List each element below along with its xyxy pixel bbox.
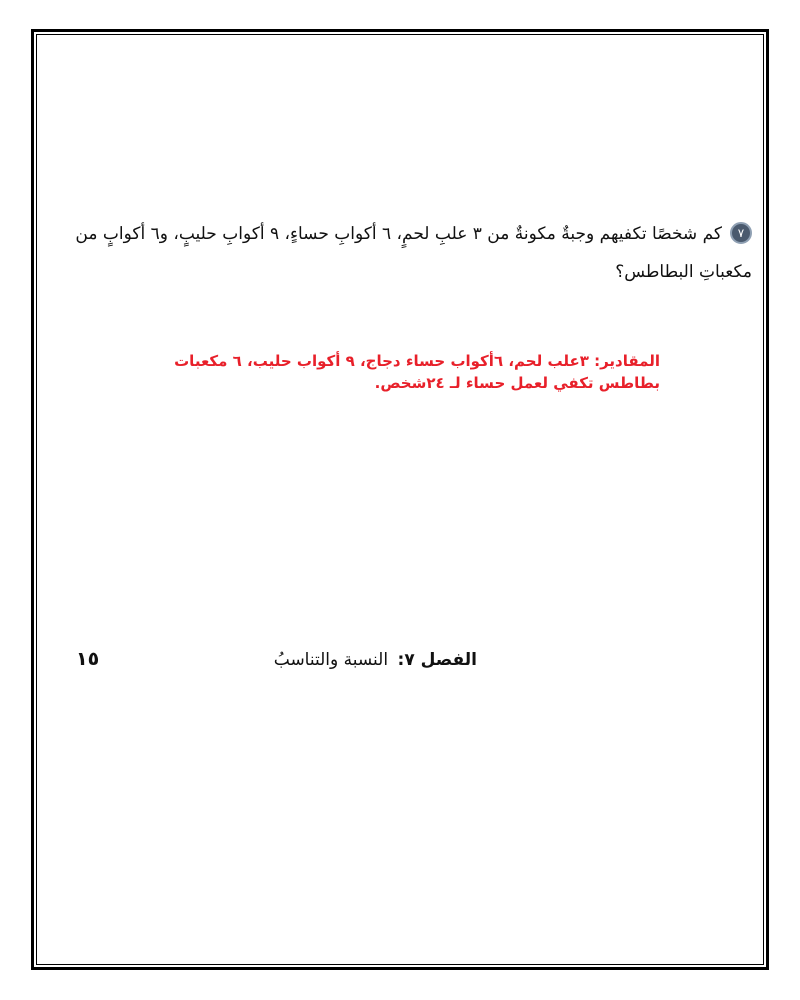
chapter-title: النسبة والتناسبُ (273, 650, 389, 670)
answer-text: المقادير: ٣علب لحم، ٦أكواب حساء دجاج، ٩ أكواب حليب، ٦ مكعبات بطاطس تكفي لعمل حساء لـ ٢٤شخص. (174, 352, 660, 392)
question-number-badge: ٧ (730, 222, 752, 244)
page-number: ١٥ (76, 648, 100, 670)
chapter-footer (274, 650, 477, 670)
question-block (62, 215, 752, 291)
chapter-label: الفصل ٧: (397, 650, 477, 670)
question-text: كم شخصًا تكفيهم وجبةٌ مكونةٌ من ٣ علبِ لحمٍ، ٦ أكوابِ حساءٍ، ٩ أكوابِ حليبٍ، و٦ أكوابٍ من مكعباتِ البطاطس؟ (75, 224, 752, 282)
page-border-inner (36, 34, 764, 965)
